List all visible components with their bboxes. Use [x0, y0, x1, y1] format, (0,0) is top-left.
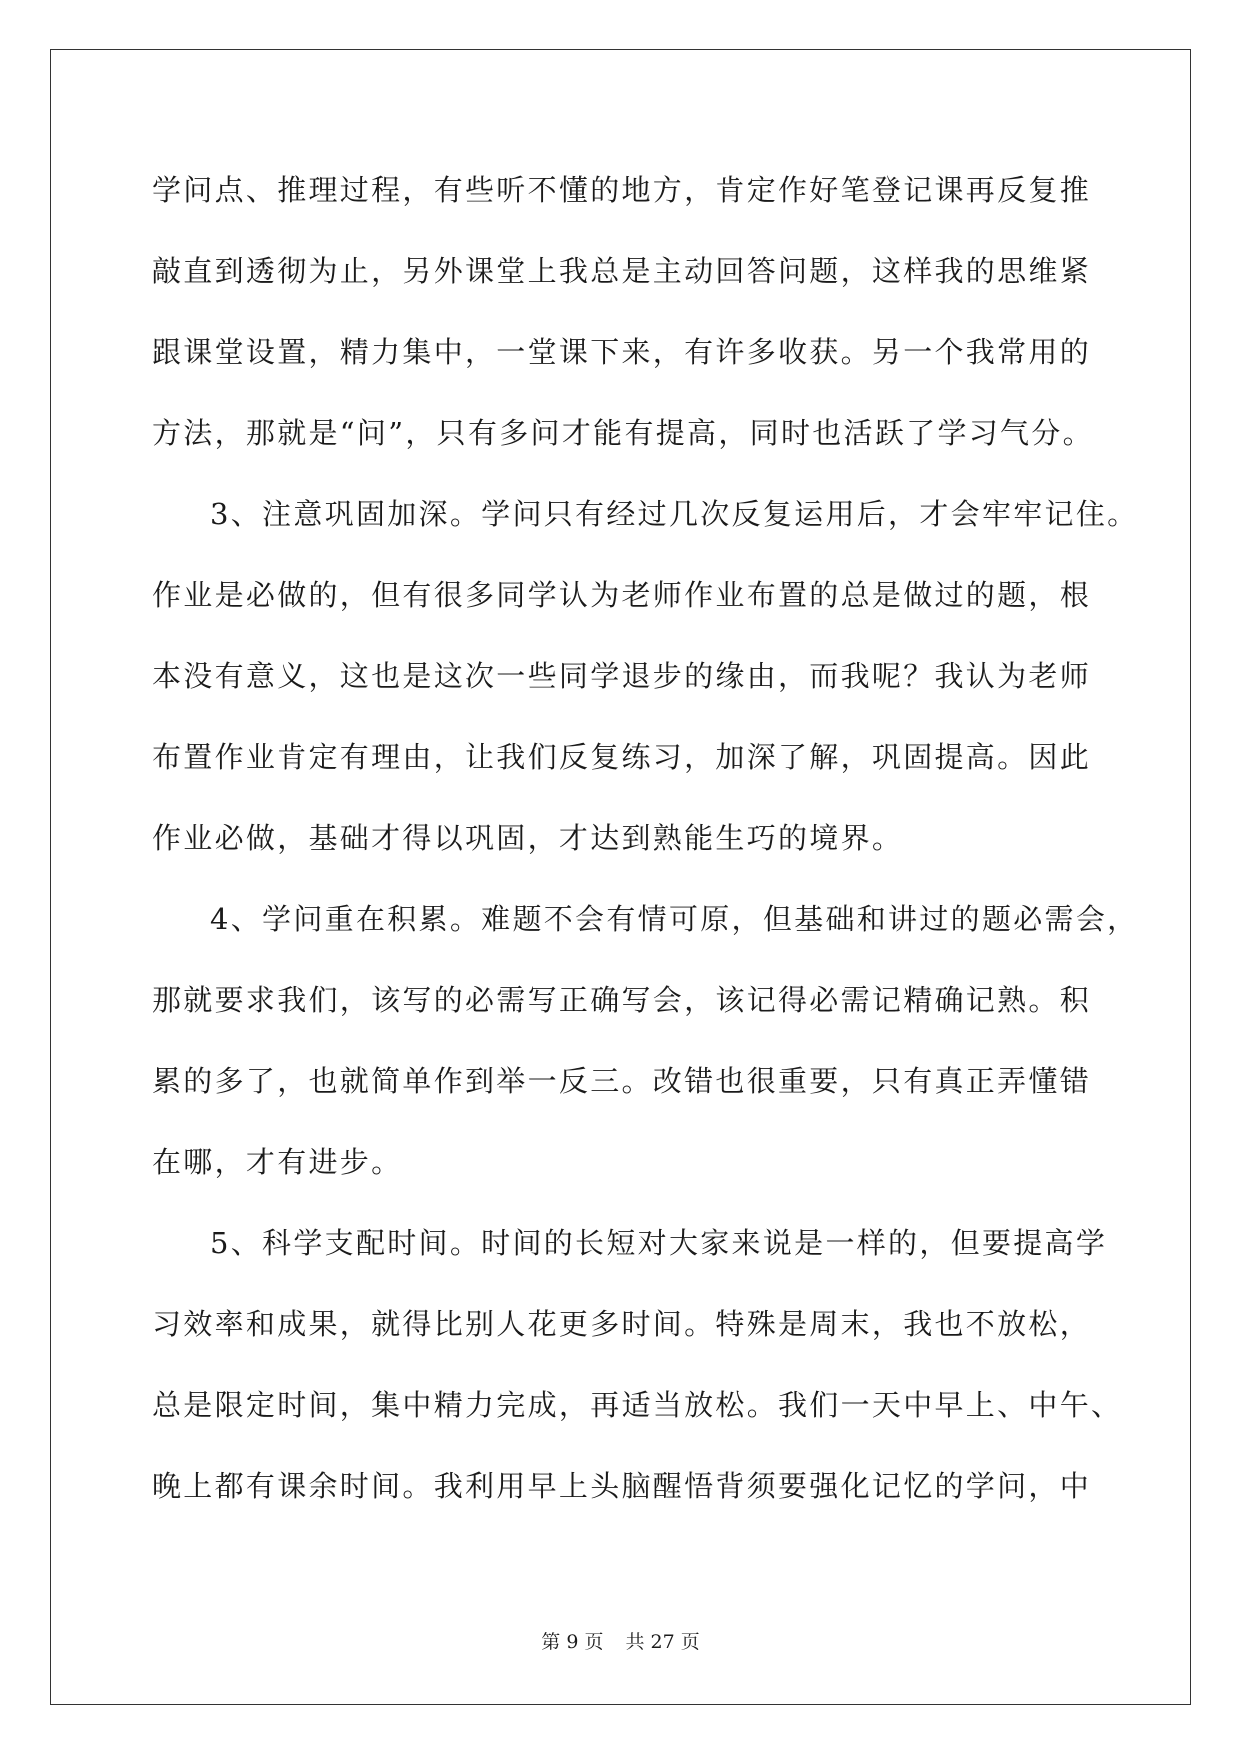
page-footer [0, 1627, 1241, 1654]
text-line: 3、注意巩固加深。学问只有经过几次反复运用后，才会牢牢记住。 [210, 497, 1139, 531]
text-line: 敲直到透彻为止，另外课堂上我总是主动回答问题，这样我的思维紧 [152, 254, 1092, 288]
text-line: 那就要求我们，该写的必需写正确写会，该记得必需记精确记熟。积 [152, 983, 1092, 1017]
text-line: 累的多了，也就简单作到举一反三。改错也很重要，只有真正弄懂错 [152, 1064, 1092, 1098]
text-line: 跟课堂设置，精力集中，一堂课下来，有许多收获。另一个我常用的 [152, 335, 1092, 369]
document-body [152, 162, 1139, 1539]
text-line: 方法，那就是“问”，只有多问才能有提高，同时也活跃了学习气分。 [152, 416, 1094, 450]
page-total: 共 27 页 [625, 1631, 700, 1653]
text-line: 4、学问重在积累。难题不会有情可原，但基础和讲过的题必需会， [210, 902, 1139, 936]
text-line: 晚上都有课余时间。我利用早上头脑醒悟背须要强化记忆的学问，中 [152, 1469, 1092, 1503]
text-line: 5、科学支配时间。时间的长短对大家来说是一样的，但要提高学 [210, 1226, 1108, 1260]
text-line: 在哪，才有进步。 [152, 1145, 403, 1179]
text-line: 作业必做，基础才得以巩固，才达到熟能生巧的境界。 [152, 821, 904, 855]
text-line: 学问点、推理过程，有些听不懂的地方，肯定作好笔登记课再反复推 [152, 173, 1092, 207]
text-line: 布置作业肯定有理由，让我们反复练习，加深了解，巩固提高。因此 [152, 740, 1092, 774]
text-line: 总是限定时间，集中精力完成，再适当放松。我们一天中早上、中午、 [152, 1388, 1123, 1422]
text-line: 习效率和成果，就得比别人花更多时间。特殊是周末，我也不放松， [152, 1307, 1092, 1341]
page-number: 第 9 页 [541, 1631, 604, 1653]
text-line: 本没有意义，这也是这次一些同学退步的缘由，而我呢？我认为老师 [152, 659, 1092, 693]
text-line: 作业是必做的，但有很多同学认为老师作业布置的总是做过的题，根 [152, 578, 1092, 612]
